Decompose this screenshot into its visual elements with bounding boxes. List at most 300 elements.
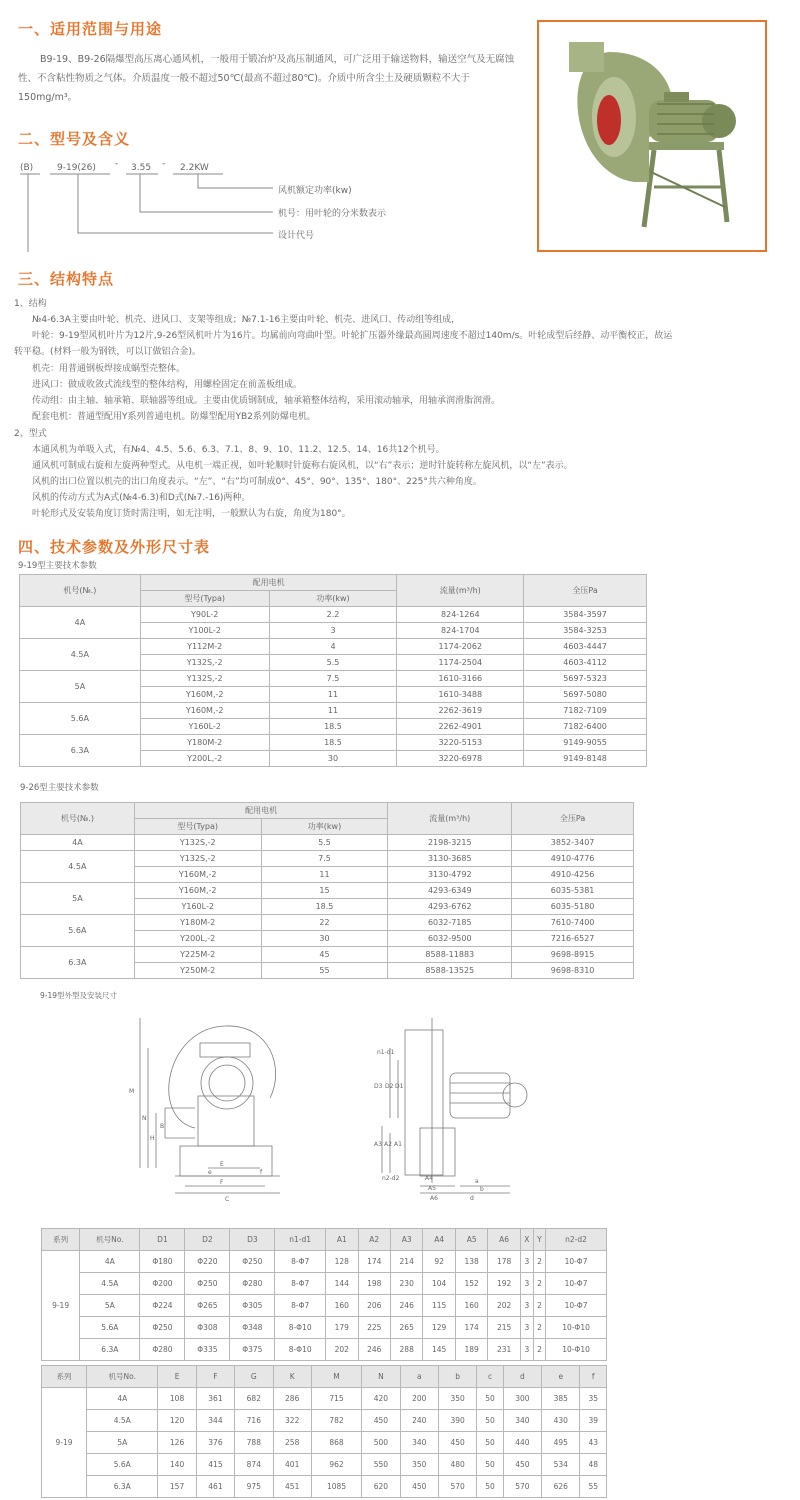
header-model: 机号(№.) [21,803,135,835]
table-cell: Y160M,-2 [140,687,269,703]
table-cell: 2 [533,1273,545,1295]
table-cell: 975 [235,1476,273,1498]
table-cell: 200 [400,1388,438,1410]
header-cell: 系列 [42,1229,80,1251]
table-cell: 9149-8148 [524,751,647,767]
table-cell: 415 [196,1454,234,1476]
table-cell: 385 [542,1388,580,1410]
table-cell: 9698-8915 [512,947,634,963]
table-cell: 120 [158,1410,196,1432]
header-cell: K [273,1366,311,1388]
header-cell: D2 [185,1229,230,1251]
table-cell: 340 [503,1410,541,1432]
table-cell: 2 [533,1339,545,1361]
table-cell: 286 [273,1388,311,1410]
table-cell: 3 [520,1251,533,1273]
table-cell: 1610-3166 [397,671,524,687]
table-cell: 2262-3619 [397,703,524,719]
table-cell: Y180M-2 [134,915,261,931]
table-cell: 11 [269,703,397,719]
header-cell: 机号No. [87,1366,158,1388]
dim-label-e: e [208,1169,212,1176]
table-cell: 2 [533,1295,545,1317]
table-cell: Φ180 [140,1251,185,1273]
header-cell: a [400,1366,438,1388]
header-cell: A5 [455,1229,487,1251]
structure-line: 叶轮形式及安装角度订货时需注明，如无注明，一般默认为右旋，角度为180°。 [32,509,351,519]
table-cell: 5A [87,1432,158,1454]
table-cell: 824-1264 [397,607,524,623]
table-cell: 10-Φ10 [546,1339,607,1361]
table-cell: 3130-4792 [388,867,512,883]
table-cell: Y160L-2 [134,899,261,915]
table-cell: 6035-5381 [512,883,634,899]
table-row [42,1432,607,1454]
dim-label-M: M [129,1088,135,1095]
structure-line: 叶轮：9-19型风机叶片为12片,9-26型风机叶片为16片。均属前向弯曲叶型。叶轮扩压器外缘最高圆周速度不超过140m/s。叶轮成型后经静、动平衡校正，故运 [32,331,673,341]
table-cell: 4A [80,1251,140,1273]
table-cell: 7.5 [261,851,388,867]
header-cell: N [362,1366,400,1388]
table-cell: 18.5 [269,735,397,751]
header-cell: A1 [326,1229,358,1251]
table-cell: Y160M,-2 [134,883,261,899]
table-cell: 18.5 [269,719,397,735]
dim-label-b: b [480,1186,484,1193]
header-cell: c [477,1366,503,1388]
table-cell: 430 [542,1410,580,1432]
table-cell: 55 [261,963,388,979]
structure-line: 通风机可制成右旋和左旋两种型式。从电机一端正视，如叶轮顺时针旋称右旋风机，以“右”表示；逆时针旋转称左旋风机，以“左”表示。 [32,461,573,471]
table-cell: 8-Φ7 [275,1251,326,1273]
table-row [20,607,647,623]
header-cell: f [580,1366,607,1388]
table-cell: 5.5 [269,655,397,671]
header-pressure: 全压Pa [512,803,634,835]
header-cell: G [235,1366,273,1388]
table-cell: 3 [520,1295,533,1317]
model-part-series: 9-19(26) [57,163,96,173]
table-row [42,1339,607,1361]
dim-label-n1d1: n1-d1 [377,1049,395,1056]
header-cell: n2-d2 [546,1229,607,1251]
structure-line: 配套电机：普通型配用Y系列普通电机。防爆型配用YB2系列防爆电机。 [32,412,316,422]
table-cell: 128 [326,1251,358,1273]
table-cell: Y200L,-2 [134,931,261,947]
table-cell: 715 [311,1388,361,1410]
model-cell: 4.5A [20,639,141,671]
table-cell: Y132S,-2 [134,835,261,851]
table-header-row [42,1229,607,1251]
table-cell: 231 [488,1339,520,1361]
dim-label-A2: A2 [384,1141,392,1148]
label-machine-number: 机号：用叶轮的分米数表示 [278,209,387,219]
table-cell: 7182-6400 [524,719,647,735]
header-pressure: 全压Pa [524,575,647,607]
table-cell: 230 [390,1273,422,1295]
model-dash-2: - [162,159,166,169]
table2-caption: 9-26型主要技术参数 [20,783,99,793]
table-cell: 55 [580,1476,607,1498]
table-cell: Φ250 [230,1251,275,1273]
table-cell: 140 [158,1454,196,1476]
table-cell: 192 [488,1273,520,1295]
table-cell: 534 [542,1454,580,1476]
model-part-power: 2.2KW [180,163,209,173]
table-cell: 157 [158,1476,196,1498]
table-cell: 376 [196,1432,234,1454]
table-cell: 450 [400,1476,438,1498]
table-cell: 7.5 [269,671,397,687]
table-cell: 152 [455,1273,487,1295]
structure-line: №4-6.3A主要由叶轮、机壳、进风口、支架等组成；№7.1-16主要由叶轮、机壳、进风口、传动组等组成， [32,315,461,325]
table-cell: Y160M,-2 [134,867,261,883]
dim-label-A5: A5 [428,1185,436,1192]
table-cell: 160 [326,1295,358,1317]
table-cell: Y250M-2 [134,963,261,979]
table-row [42,1273,607,1295]
header-cell: A6 [488,1229,520,1251]
table1-caption: 9-19型主要技术参数 [18,561,97,571]
table-cell: Y200L,-2 [140,751,269,767]
table-cell: 782 [311,1410,361,1432]
header-type: 型号(Typa) [140,591,269,607]
table-cell: 390 [438,1410,476,1432]
table-cell: Y180M-2 [140,735,269,751]
table-cell: 2198-3215 [388,835,512,851]
dim-label-A4: A4 [425,1175,433,1182]
table-cell: 570 [438,1476,476,1498]
table-cell: 288 [390,1339,422,1361]
header-cell: X [520,1229,533,1251]
header-cell: A3 [390,1229,422,1251]
table-cell: 4293-6762 [388,899,512,915]
section-title-params: 四、技术参数及外形尺寸表 [18,538,211,556]
dim-label-B: B [160,1123,165,1130]
table-cell: 1174-2062 [397,639,524,655]
table-cell: 2262-4901 [397,719,524,735]
table-cell: 30 [269,751,397,767]
table-cell: 1085 [311,1476,361,1498]
table-cell: 3220-6978 [397,751,524,767]
header-cell: e [542,1366,580,1388]
table-cell: 7182-7109 [524,703,647,719]
table-cell: 4910-4776 [512,851,634,867]
dim-label-n2d2: n2-d2 [382,1175,400,1182]
table-cell: 144 [326,1273,358,1295]
table-row [20,735,647,751]
table-cell: 824-1704 [397,623,524,639]
table-cell: 202 [326,1339,358,1361]
table-cell: 5697-5080 [524,687,647,703]
table-cell: 246 [390,1295,422,1317]
table-cell: 5.6A [80,1317,140,1339]
table-cell: 495 [542,1432,580,1454]
header-cell: D3 [230,1229,275,1251]
table-cell: 1174-2504 [397,655,524,671]
structure-heading-1: 1、结构 [14,299,47,309]
table-cell: 8588-11883 [388,947,512,963]
table-cell: 361 [196,1388,234,1410]
table-row [42,1388,607,1410]
table-cell: 11 [261,867,388,883]
table-cell: Φ335 [185,1339,230,1361]
table-cell: 7610-7400 [512,915,634,931]
table-cell: 9698-8310 [512,963,634,979]
table-row [42,1454,607,1476]
table-row [21,851,634,867]
table-cell: 39 [580,1410,607,1432]
table-cell: 450 [362,1410,400,1432]
table-cell: 570 [503,1476,541,1498]
table-cell: 3852-3407 [512,835,634,851]
table-cell: 92 [423,1251,455,1273]
table-cell: 962 [311,1454,361,1476]
table-cell: 8588-13525 [388,963,512,979]
dim-label-N: N [142,1115,147,1122]
dim-label-D2: D2 [385,1083,394,1090]
fan-photo [539,22,765,250]
structure-line: 进风口：做成收敛式流线型的整体结构，用螺栓固定在前盖板组成。 [32,380,303,390]
table-row [42,1410,607,1432]
table-cell: 206 [358,1295,390,1317]
table-cell: 450 [503,1454,541,1476]
table-cell: 626 [542,1476,580,1498]
header-cell: A2 [358,1229,390,1251]
table-cell: 258 [273,1432,311,1454]
table-cell: 45 [261,947,388,963]
table-cell: 43 [580,1432,607,1454]
header-cell: b [438,1366,476,1388]
header-type: 型号(Typa) [134,819,261,835]
header-power: 功率(kw) [261,819,388,835]
structure-line: 转平稳。(材料一般为钢铁，可以订做铝合金)。 [14,347,202,357]
table-cell: 18.5 [261,899,388,915]
table-cell: Φ220 [185,1251,230,1273]
table-cell: 22 [261,915,388,931]
table-cell: Φ265 [185,1295,230,1317]
table-cell: 8-Φ7 [275,1273,326,1295]
structure-line: 传动组：由主轴、轴承箱、联轴器等组成。主要由优质钢制成，轴承箱整体结构，采用滚动轴承，用轴承润滑脂润滑。 [32,396,501,406]
table-cell: 1610-3488 [397,687,524,703]
table-cell: 50 [477,1410,503,1432]
table-row [42,1295,607,1317]
table-cell: 104 [423,1273,455,1295]
fan-photo-frame [537,20,767,252]
dim-label-A6: A6 [430,1195,438,1202]
header-motor: 配用电机 [140,575,397,591]
table-cell: Φ200 [140,1273,185,1295]
header-cell: 机号No. [80,1229,140,1251]
structure-line: 风机的传动方式为A式(№4-6.3)和D式(№7.-16)两种。 [32,493,251,503]
table-cell: 4910-4256 [512,867,634,883]
table-cell: 682 [235,1388,273,1410]
dim-label-D3: D3 [374,1083,383,1090]
table-cell: 108 [158,1388,196,1410]
table-cell: 8-Φ7 [275,1295,326,1317]
dim-label-F: F [220,1179,224,1186]
table-header-row [42,1366,607,1388]
model-leader-lines [18,172,288,254]
header-model: 机号(№.) [20,575,141,607]
table-cell: Φ280 [230,1273,275,1295]
table-cell: 174 [358,1251,390,1273]
table-cell: 10-Φ7 [546,1273,607,1295]
table-cell: 2.2 [269,607,397,623]
table-cell: 620 [362,1476,400,1498]
dim-label-f: f [260,1169,263,1176]
header-cell: n1-d1 [275,1229,326,1251]
table-cell: Y112M-2 [140,639,269,655]
table-cell: Φ308 [185,1317,230,1339]
model-cell: 4A [21,835,135,851]
table-row [42,1476,607,1498]
table-cell: 874 [235,1454,273,1476]
table-cell: 4603-4112 [524,655,647,671]
table-cell: 3584-3597 [524,607,647,623]
table-cell: 5.5 [261,835,388,851]
table-cell: 30 [261,931,388,947]
table-cell: 35 [580,1388,607,1410]
dim-label-C: C [225,1196,230,1203]
table-cell: 214 [390,1251,422,1273]
header-cell: Y [533,1229,545,1251]
table-cell: Φ280 [140,1339,185,1361]
header-cell: A4 [423,1229,455,1251]
table-cell: 6.3A [80,1339,140,1361]
table-cell: Y132S,-2 [134,851,261,867]
model-cell: 5.6A [21,915,135,947]
table-cell: 9149-9055 [524,735,647,751]
table-cell: 6032-9500 [388,931,512,947]
table-cell: 10-Φ10 [546,1317,607,1339]
model-cell: 6.3A [21,947,135,979]
table-cell: 7216-6527 [512,931,634,947]
table-cell: 10-Φ7 [546,1251,607,1273]
table-cell: 4 [269,639,397,655]
table-cell: 4603-4447 [524,639,647,655]
table-cell: 5697-5323 [524,671,647,687]
header-power: 功率(kw) [269,591,397,607]
table-cell: 6035-5180 [512,899,634,915]
section-title-scope: 一、适用范围与用途 [18,20,163,38]
table-cell: 480 [438,1454,476,1476]
model-cell: 5A [20,671,141,703]
header-flow: 流量(m³/h) [388,803,512,835]
table-cell: 3584-3253 [524,623,647,639]
table-cell: Φ375 [230,1339,275,1361]
header-cell: F [196,1366,234,1388]
table-cell: 451 [273,1476,311,1498]
table-cell: 215 [488,1317,520,1339]
table-cell: 160 [455,1295,487,1317]
table-cell: Φ348 [230,1317,275,1339]
table-row [42,1317,607,1339]
table-cell: 344 [196,1410,234,1432]
table-cell: 322 [273,1410,311,1432]
table-cell: Y90L-2 [140,607,269,623]
dim-label-A3: A3 [374,1141,382,1148]
table-cell: 3220-5153 [397,735,524,751]
drawing-caption: 9-19型外型及安装尺寸 [40,991,118,1000]
dimension-table-2 [41,1365,607,1498]
table-cell: 716 [235,1410,273,1432]
table-cell: 3 [520,1273,533,1295]
table-cell: 3130-3685 [388,851,512,867]
table-row [20,671,647,687]
table-cell: Φ224 [140,1295,185,1317]
header-cell: M [311,1366,361,1388]
table-cell: Φ250 [140,1317,185,1339]
model-cell: 6.3A [20,735,141,767]
dim-label-A1: A1 [394,1141,402,1148]
table-cell: 174 [455,1317,487,1339]
table-cell: 240 [400,1410,438,1432]
model-dash-1: - [115,159,119,169]
table-cell: 178 [488,1251,520,1273]
model-part-b: (B) [20,163,34,173]
dim-label-H: H [150,1135,155,1142]
table-cell: 265 [390,1317,422,1339]
dim-label-E: E [220,1161,224,1168]
table-cell: 550 [362,1454,400,1476]
dim-label-d: d [470,1195,474,1202]
table-cell: 340 [400,1432,438,1454]
table-cell: 11 [269,687,397,703]
model-part-number: 3.55 [131,163,152,173]
structure-heading-2: 2、型式 [14,429,47,439]
params-table-9-26 [20,802,634,979]
header-flow: 流量(m³/h) [397,575,524,607]
table-row [20,703,647,719]
section-title-structure: 三、结构特点 [18,270,115,288]
table-row [21,883,634,899]
table-cell: 179 [326,1317,358,1339]
section-title-model: 二、型号及含义 [18,130,131,148]
table-cell: 6.3A [87,1476,158,1498]
model-cell: 5A [21,883,135,915]
header-cell: d [503,1366,541,1388]
model-cell: 5.6A [20,703,141,735]
table-cell: 4.5A [80,1273,140,1295]
table-cell: 189 [455,1339,487,1361]
table-cell: 48 [580,1454,607,1476]
table-cell: 3 [520,1339,533,1361]
structure-line: 风机的出口位置以机壳的出口角度表示。“左”、“右”均可制成0°、45°、90°、135°、180°、225°共六种角度。 [32,477,482,487]
dim-label-a: a [475,1178,479,1185]
table-cell: 350 [400,1454,438,1476]
header-cell: D1 [140,1229,185,1251]
header-cell: E [158,1366,196,1388]
table-cell: 8-Φ10 [275,1339,326,1361]
table-cell: 401 [273,1454,311,1476]
table-cell: 10-Φ7 [546,1295,607,1317]
structure-line: 本通风机为单吸入式，有№4、4.5、5.6、6.3、7.1、8、9、10、11.2、12.5、14、16共12个机号。 [32,445,445,455]
table-cell: 246 [358,1339,390,1361]
table-cell: 126 [158,1432,196,1454]
table-cell: 8-Φ10 [275,1317,326,1339]
table-cell: Y132S,-2 [140,671,269,687]
table-cell: 202 [488,1295,520,1317]
table-cell: 50 [477,1432,503,1454]
table-cell: 300 [503,1388,541,1410]
table-row [42,1251,607,1273]
table-row [20,639,647,655]
dimension-drawing [120,1008,540,1208]
table-cell: 225 [358,1317,390,1339]
table-cell: 5A [80,1295,140,1317]
table-row [21,947,634,963]
